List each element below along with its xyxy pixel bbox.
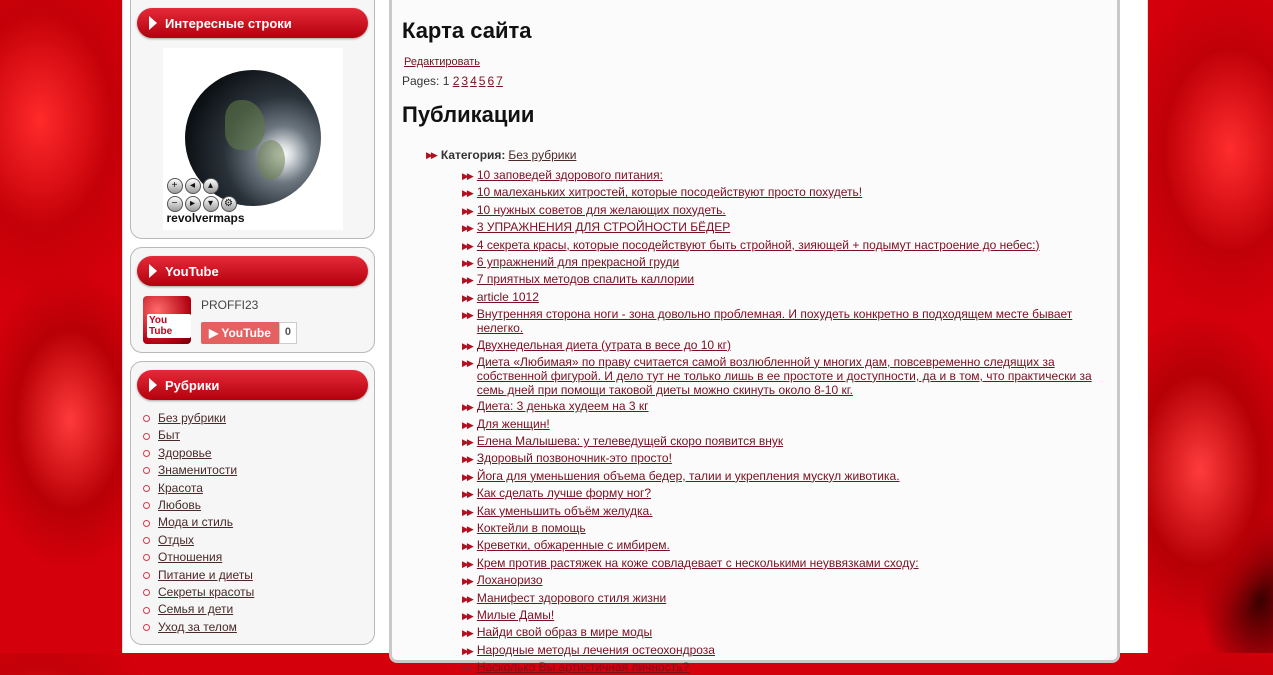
bullet-circle-icon: [143, 433, 150, 440]
page-link[interactable]: 4: [470, 74, 477, 88]
category-list: [137, 410, 368, 636]
double-arrow-icon: ▶▶: [462, 610, 472, 621]
list-item: [462, 591, 1107, 606]
list-item: [462, 417, 1107, 432]
list-item: [462, 434, 1107, 449]
post-link[interactable]: 10 малеханьких хитростей, которые посодействуют просто похудеть!: [476, 185, 863, 200]
zoom-out-icon[interactable]: −: [167, 196, 183, 212]
double-arrow-icon: ▶▶: [426, 149, 436, 160]
list-item: [143, 480, 368, 497]
zoom-in-icon[interactable]: +: [167, 178, 183, 194]
double-arrow-icon: ▶▶: [462, 645, 472, 656]
settings-icon[interactable]: ⚙: [221, 196, 237, 212]
widget-title-text: Интересные строки: [165, 15, 292, 31]
bullet-circle-icon: [143, 485, 150, 492]
list-item: [462, 625, 1107, 640]
post-link[interactable]: Креветки, обжаренные с имбирем.: [476, 538, 670, 553]
widget-categories: [130, 361, 375, 645]
arrow-right-icon: [149, 16, 157, 30]
list-item: [462, 399, 1107, 414]
bullet-circle-icon: [143, 537, 150, 544]
bullet-circle-icon: [143, 467, 150, 474]
list-item: [462, 608, 1107, 623]
list-item: [143, 410, 368, 427]
list-item: [462, 255, 1107, 270]
widget-title: [137, 370, 368, 400]
arrow-down-icon[interactable]: ▾: [203, 196, 219, 212]
map-controls: [167, 178, 237, 214]
post-link[interactable]: Двухнедельная диета (утрата в весе до 10 кг): [476, 337, 732, 352]
post-link[interactable]: 4 секрета красы, которые посодействуют быть стройной, зияющей + подымут настроение до небес:): [476, 237, 1040, 252]
post-link[interactable]: 6 упражнений для прекрасной груди: [476, 254, 680, 269]
list-item: [462, 521, 1107, 536]
youtube-logo-icon[interactable]: [143, 296, 191, 344]
double-arrow-icon: ▶▶: [462, 489, 472, 500]
list-item: [462, 168, 1107, 183]
bullet-circle-icon: [143, 607, 150, 614]
post-link[interactable]: Елена Малышева: у телеведущей скоро появится внук: [476, 434, 784, 449]
revolver-map[interactable]: [163, 48, 343, 230]
widget-interesting: [130, 0, 375, 239]
category-link[interactable]: Питание и диеты: [158, 567, 253, 582]
arrow-up-icon[interactable]: ▴: [203, 178, 219, 194]
bullet-circle-icon: [143, 572, 150, 579]
double-arrow-icon: ▶▶: [462, 257, 472, 268]
post-link[interactable]: Коктейли в помощь: [476, 521, 586, 536]
list-item: [143, 462, 368, 479]
list-item: [462, 272, 1107, 287]
section-title: Публикации: [402, 102, 535, 127]
bullet-circle-icon: [143, 554, 150, 561]
bullet-circle-icon: [143, 450, 150, 457]
list-item: [143, 427, 368, 444]
double-arrow-icon: ▶▶: [462, 593, 472, 604]
double-arrow-icon: ▶▶: [462, 275, 472, 286]
list-item: [143, 619, 368, 636]
category-link[interactable]: Без рубрики: [158, 411, 226, 425]
list-item: [143, 567, 368, 584]
post-link[interactable]: Для женщин!: [476, 416, 550, 431]
page-link[interactable]: 3: [461, 74, 469, 88]
double-arrow-icon: ▶▶: [462, 171, 472, 181]
arrow-right-icon[interactable]: ▸: [185, 196, 201, 212]
list-item: [462, 203, 1107, 218]
widget-title: [137, 256, 368, 286]
bullet-circle-icon: [143, 624, 150, 631]
play-icon: ▶: [209, 326, 222, 340]
arrow-right-icon: [149, 378, 157, 392]
double-arrow-icon: ▶▶: [462, 240, 472, 251]
post-link[interactable]: Милые Дамы!: [476, 607, 555, 622]
double-arrow-icon: ▶▶: [462, 340, 472, 351]
youtube-subscribe-button[interactable]: [201, 322, 279, 344]
edit-link[interactable]: Редактировать: [404, 56, 480, 68]
list-item: [143, 532, 368, 549]
double-arrow-icon: ▶▶: [462, 223, 472, 234]
double-arrow-icon: ▶▶: [462, 558, 472, 569]
category-link[interactable]: Семья и дети: [158, 602, 234, 617]
category-link[interactable]: Быт: [158, 428, 180, 443]
double-arrow-icon: ▶▶: [462, 188, 472, 199]
list-item: [462, 307, 1107, 335]
category-row: [426, 148, 1107, 162]
double-arrow-icon: ▶▶: [462, 576, 472, 587]
post-link[interactable]: 3 УПРАЖНЕНИЯ ДЛЯ СТРОЙНОСТИ БЁДЕР: [476, 220, 731, 235]
post-link[interactable]: Здоровый позвоночник-это просто!: [476, 451, 672, 466]
page-link[interactable]: 7: [496, 74, 503, 88]
category-link[interactable]: Без рубрики: [508, 148, 577, 162]
list-item: [143, 549, 368, 566]
bullet-circle-icon: [143, 520, 150, 527]
category-link[interactable]: Здоровье: [158, 445, 212, 460]
list-item: [462, 355, 1107, 397]
page-link[interactable]: 2: [452, 74, 460, 88]
list-item: [462, 556, 1107, 571]
list-item: [462, 185, 1107, 200]
post-link[interactable]: Лоханоризо: [476, 573, 543, 588]
post-list: [462, 168, 1107, 675]
arrow-right-icon: [149, 264, 157, 278]
post-link[interactable]: Манифест здорового стиля жизни: [476, 590, 667, 605]
pages-label: Pages:: [402, 74, 440, 88]
double-arrow-icon: ▶▶: [462, 310, 472, 321]
list-item: [462, 451, 1107, 466]
list-item: [462, 238, 1107, 253]
double-arrow-icon: ▶▶: [462, 402, 472, 413]
list-item: [143, 445, 368, 462]
list-item: [462, 538, 1107, 553]
list-item: [143, 601, 368, 618]
double-arrow-icon: ▶▶: [462, 628, 472, 639]
category-link[interactable]: Секреты красоты: [158, 585, 255, 600]
double-arrow-icon: ▶▶: [462, 419, 472, 430]
category-link[interactable]: Любовь: [158, 498, 202, 513]
list-item: [462, 486, 1107, 501]
channel-name[interactable]: PROFFI23: [201, 298, 259, 312]
category-label: Категория:: [440, 148, 506, 162]
post-link[interactable]: article 1012: [476, 289, 539, 304]
category-link[interactable]: Отдых: [158, 532, 195, 547]
post-link[interactable]: Йога для уменьшения объема бедер, талии и укрепления мускул животика.: [476, 468, 900, 483]
list-item: [462, 660, 1107, 675]
list-item: [462, 338, 1107, 353]
list-item: [143, 584, 368, 601]
post-link[interactable]: 10 нужных советов для желающих похудеть.: [476, 202, 726, 217]
post-link[interactable]: Внутренняя сторона ноги - зона довольно проблемная. И похудеть конкретно в подходящем месте бывает нелегко.: [476, 307, 1073, 336]
page-link[interactable]: 6: [487, 74, 495, 88]
subscriber-count: 0: [279, 322, 297, 344]
list-item: [462, 643, 1107, 658]
post-link[interactable]: 10 заповедей здорового питания:: [476, 168, 663, 182]
category-link[interactable]: Отношения: [158, 550, 223, 565]
widget-youtube: [130, 247, 375, 353]
current-page: 1: [442, 74, 450, 88]
youtube-logo-text: You Tube: [147, 314, 191, 338]
subscribe-label: YouTube: [221, 326, 271, 340]
post-link[interactable]: Насколько Вы артистичная личность?: [476, 660, 690, 675]
widget-title-text: YouTube: [165, 263, 219, 279]
left-sidebar: [130, 0, 375, 653]
double-arrow-icon: ▶▶: [462, 663, 472, 674]
post-link[interactable]: Крем против растяжек на коже совладевает с несколькими неуввязками сходу:: [476, 555, 919, 570]
bullet-circle-icon: [143, 502, 150, 509]
pagination: [402, 74, 1107, 88]
revolvermaps-label[interactable]: revolvermaps: [166, 211, 245, 225]
category-link[interactable]: Красота: [158, 480, 203, 495]
youtube-channel: [143, 296, 368, 344]
list-item: [462, 290, 1107, 305]
category-link[interactable]: Знаменитости: [158, 463, 238, 478]
list-item: [143, 497, 368, 514]
post-link[interactable]: Народные методы лечения остеохондроза: [476, 642, 715, 657]
list-item: [462, 504, 1107, 519]
bullet-circle-icon: [143, 415, 150, 422]
page-title: Карта сайта: [402, 18, 532, 43]
double-arrow-icon: ▶▶: [462, 524, 472, 535]
widget-title: [137, 8, 368, 38]
list-item: [462, 220, 1107, 235]
arrow-left-icon[interactable]: ◂: [185, 178, 201, 194]
post-link[interactable]: Диета: 3 денька худеем на 3 кг: [476, 399, 649, 414]
post-link[interactable]: Диета «Любимая» по праву считается самой возлюбленной у многих дам, повсевременно следящих за собственной фигурой. И дело тут не только лишь в ее простоте и доступности, да и в том, что практически за семь дней при помощи таковой диеты можно скинуть около 8-10 кг.: [476, 354, 1092, 397]
double-arrow-icon: ▶▶: [462, 454, 472, 465]
widget-title-text: Рубрики: [165, 377, 220, 393]
bullet-circle-icon: [143, 589, 150, 596]
category-link[interactable]: Уход за телом: [158, 619, 237, 634]
main-content: [389, 0, 1120, 675]
category-link[interactable]: Мода и стиль: [158, 515, 234, 530]
list-item: [143, 514, 368, 531]
post-link[interactable]: Как сделать лучше форму ног?: [476, 486, 652, 501]
double-arrow-icon: ▶▶: [462, 541, 472, 552]
double-arrow-icon: ▶▶: [462, 437, 472, 448]
post-link[interactable]: Как уменьшить объём желудка.: [476, 503, 653, 518]
page-frame: [122, 0, 1148, 675]
double-arrow-icon: ▶▶: [462, 292, 472, 303]
double-arrow-icon: ▶▶: [462, 357, 472, 368]
double-arrow-icon: ▶▶: [462, 506, 472, 517]
double-arrow-icon: ▶▶: [462, 205, 472, 216]
list-item: [462, 573, 1107, 588]
double-arrow-icon: ▶▶: [462, 471, 472, 482]
post-link[interactable]: Найди свой образ в мире моды: [476, 625, 653, 640]
page-link[interactable]: 5: [478, 74, 486, 88]
subscribe-widget: [201, 322, 297, 344]
list-item: [462, 469, 1107, 484]
post-link[interactable]: 7 приятных методов спалить каллории: [476, 272, 695, 287]
